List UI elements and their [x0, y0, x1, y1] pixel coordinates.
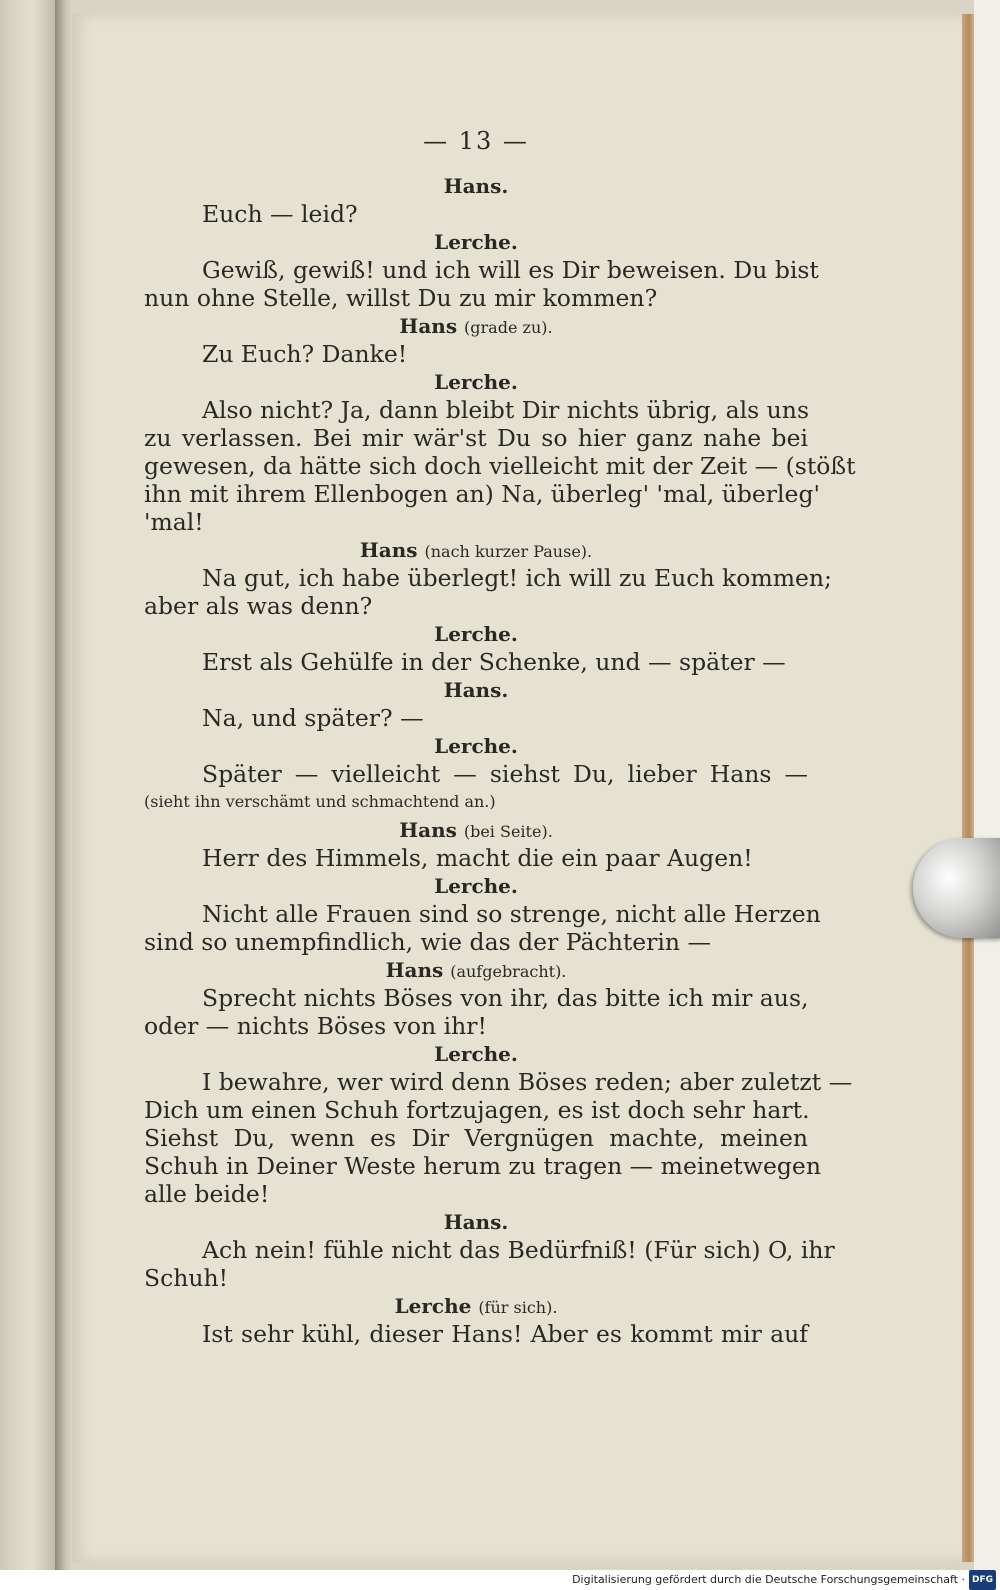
dialogue-line: Zu Euch? Danke!	[202, 340, 408, 368]
speaker-name	[144, 956, 808, 984]
speaker-label: Hans	[399, 314, 458, 338]
dialogue-line: I bewahre, wer wird denn Böses reden; aber zuletzt —	[202, 1068, 853, 1096]
speaker-name	[144, 676, 808, 704]
speaker-name	[144, 732, 808, 760]
dialogue-line: Erst als Gehülfe in der Schenke, und — später —	[202, 648, 786, 676]
footer-credit-text: Digitalisierung gefördert durch die Deutsche Forschungsgemeinschaft ·	[572, 1573, 965, 1586]
dialogue-line: Euch — leid?	[202, 200, 358, 228]
dialogue-line: Ist sehr kühl, dieser Hans! Aber es kommt mir auf	[202, 1320, 808, 1348]
dialogue-line: ihn mit ihrem Ellenbogen an) Na, überleg' 'mal, überleg'	[144, 480, 820, 508]
speaker-name	[144, 1040, 808, 1068]
dialogue-line: nun ohne Stelle, willst Du zu mir kommen?	[144, 284, 658, 312]
dialogue-line: gewesen, da hätte sich doch vielleicht mit der Zeit — (stößt	[144, 452, 856, 480]
speaker-label: Lerche	[394, 1294, 472, 1318]
speaker-name	[144, 620, 808, 648]
dialogue-line: 'mal!	[144, 508, 204, 536]
speaker-label: Lerche.	[434, 734, 518, 758]
stage-direction: (grade zu).	[464, 318, 553, 337]
stage-direction: (nach kurzer Pause).	[424, 542, 593, 561]
dialogue-line: Siehst Du, wenn es Dir Vergnügen machte, meinen	[144, 1124, 808, 1152]
stage-direction-line: (sieht ihn verschämt und schmachtend an.)	[144, 792, 496, 811]
speaker-name	[144, 872, 808, 900]
dialogue-line: Später — vielleicht — siehst Du, lieber Hans —	[202, 760, 808, 788]
page-number: — 13 —	[423, 127, 529, 155]
stage-direction: (für sich).	[478, 1298, 558, 1317]
speaker-label: Hans.	[443, 1210, 509, 1234]
dialogue-line: Nicht alle Frauen sind so strenge, nicht alle Herzen	[202, 900, 821, 928]
dialogue-line: sind so unempfindlich, wie das der Pächterin —	[144, 928, 712, 956]
speaker-name	[144, 1208, 808, 1236]
dialogue-line: oder — nichts Böses von ihr!	[144, 1012, 487, 1040]
dialogue-line: Na gut, ich habe überlegt! ich will zu Euch kommen;	[202, 564, 832, 592]
speaker-name	[144, 536, 808, 564]
dialogue-line: Na, und später? —	[202, 704, 424, 732]
dialogue-line: Schuh!	[144, 1264, 229, 1292]
speaker-label: Lerche.	[434, 1042, 518, 1066]
dialogue-line: zu verlassen. Bei mir wär'st Du so hier ganz nahe bei	[144, 424, 808, 452]
dialogue-line: Schuh in Deiner Weste herum zu tragen — meinetwegen	[144, 1152, 821, 1180]
speaker-label: Hans.	[443, 174, 509, 198]
speaker-name	[144, 1292, 808, 1320]
dialogue-line: alle beide!	[144, 1180, 270, 1208]
scan-background	[974, 0, 1000, 1570]
page-text	[144, 124, 856, 1348]
dialogue-line: aber als was denn?	[144, 592, 373, 620]
speaker-name	[144, 816, 808, 844]
speaker-label: Hans	[359, 538, 418, 562]
speaker-label: Lerche.	[434, 370, 518, 394]
speaker-label: Hans	[399, 818, 457, 842]
dialogue-line: Herr des Himmels, macht die ein paar Augen!	[202, 844, 753, 872]
stage-direction: (aufgebracht).	[450, 962, 567, 981]
speaker-name	[144, 368, 808, 396]
speaker-name	[144, 228, 808, 256]
dialogue-line: Sprecht nichts Böses von ihr, das bitte ich mir aus,	[202, 984, 809, 1012]
previous-page-edge	[0, 0, 58, 1570]
dialogue-line: Dich um einen Schuh fortzujagen, es ist doch sehr hart.	[144, 1096, 810, 1124]
dialogue-line: Gewiß, gewiß! und ich will es Dir beweisen. Du bist	[202, 256, 819, 284]
speaker-label: Lerche.	[434, 230, 518, 254]
book-spine	[55, 0, 73, 1570]
page-edge	[962, 14, 974, 1562]
speaker-label: Lerche.	[434, 622, 518, 646]
speaker-label: Lerche.	[434, 874, 518, 898]
speaker-name	[144, 172, 808, 200]
footer-credit	[572, 1571, 996, 1589]
dialogue-line: Also nicht? Ja, dann bleibt Dir nichts übrig, als uns	[202, 396, 810, 424]
speaker-name	[144, 312, 808, 340]
speaker-label: Hans.	[443, 678, 509, 702]
dfg-logo: DFG	[969, 1570, 996, 1590]
dialogue-line: Ach nein! fühle nicht das Bedürfniß! (Für sich) O, ihr	[202, 1236, 835, 1264]
speaker-label: Hans	[385, 958, 444, 982]
stage-direction: (bei Seite).	[463, 822, 553, 841]
